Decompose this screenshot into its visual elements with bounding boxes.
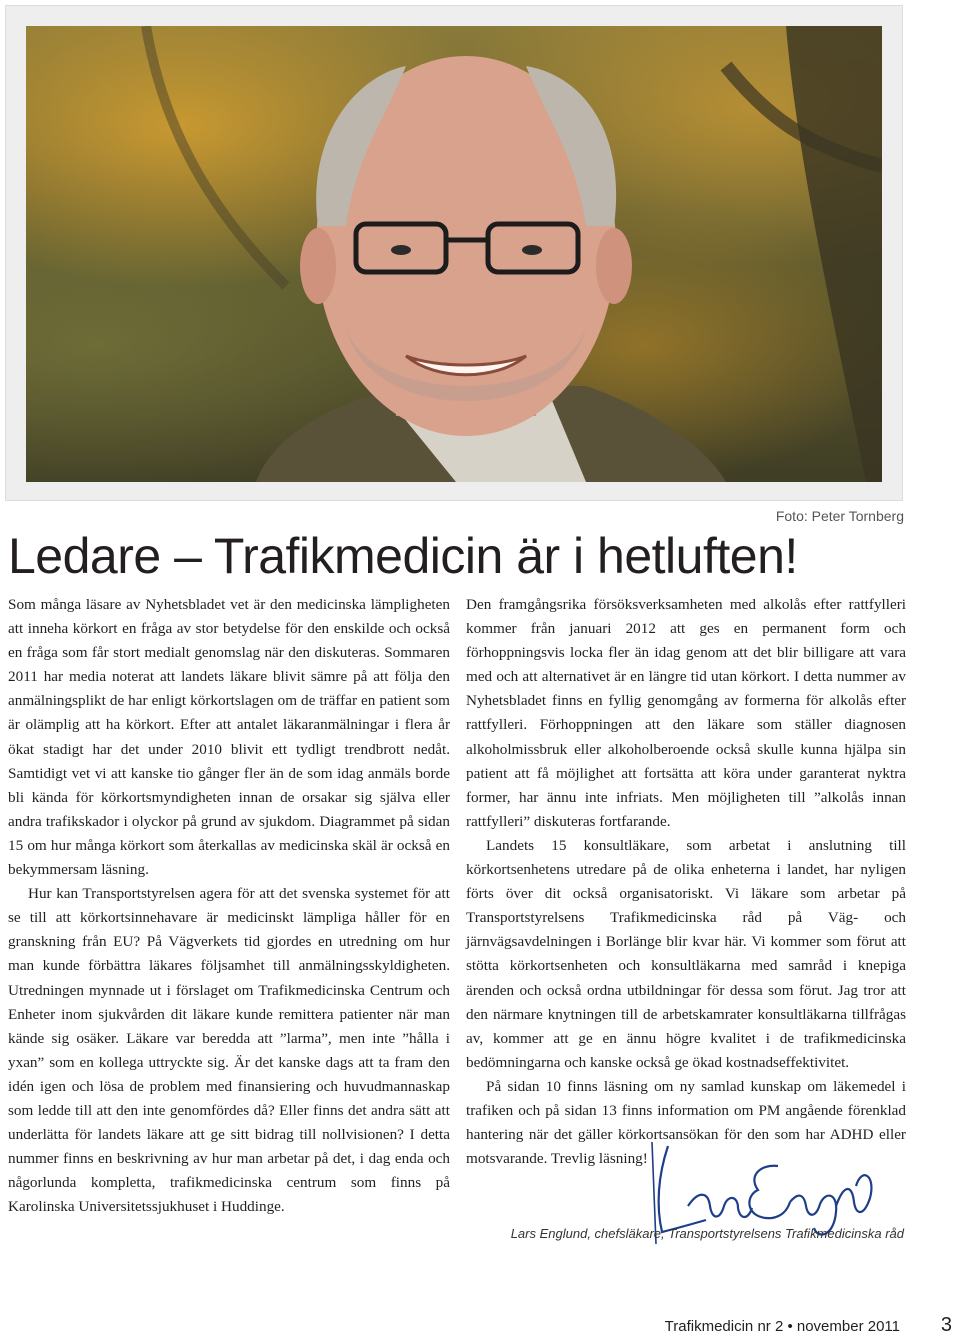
article-left-column	[8, 593, 450, 1219]
article-right-column	[466, 593, 906, 1171]
article-paragraph: Landets 15 konsultläkare, som arbetat i anslutning till körkortsenhetens utredare på de olika enheterna i landet, har nyligen förts över dit också organisatoriskt. Vi läkare som arbetar på Transportstyrelsens Trafikmedicinska råd på Väg- och järnvägsavdelningen i Borlänge blir kvar här. Vi kommer som förut att stötta körkortsenheten och konsultläkarna med samråd i knepiga ärenden och också ordna utbildningar för dessa som förut. Jag tror att den närmare knytningen till de arbetskamrater konsultläkarna tillfrågas av, kommer att ge en ännu högre kvalitet i de trafikmedicinska bedömningarna och kanske också ge ökad kostnadseffektivitet.	[466, 836, 906, 1071]
signature-caption: Lars Englund, chefsläkare, Transportstyrelsens Trafikmedicinska råd	[510, 1226, 904, 1241]
page-number: 3	[940, 1314, 952, 1336]
article-paragraph: Hur kan Transportstyrelsen agera för att det svenska systemet för att se till att körkortsinnehavare är medicinskt lämpliga håller för en granskning från EU? På Vägverkets tid gjordes en utredning om hur man kunde förbättra läkares följsamhet till anmälningsskyldigheten. Utredningen mynnade ut i förslaget om Trafikmedicinska Centrum och Enheter inom sjukvården dit läkare kunde remittera patienter när man kände sig osäker. Läkare var beredda att ”larma”, men inte ”hålla i yxan” som en kollega uttryckte sig. Är det kanske dags att ta fram den idén igen och lösa de problem med finansiering och huvudmannaskap som ledde till att den inte genomfördes då? Eller finns det andra sätt att underlätta för landets läkare att ge sitt bidrag till nollvisionen? I detta nummer finns en beskrivning av hur man arbetar på det, i dag enda och någorlunda kompletta, trafikmedicinska centrum som finns på Karolinska Universitetssjukhuset i Huddinge.	[8, 885, 450, 1216]
page-footer	[0, 1314, 960, 1336]
portrait-illustration	[26, 26, 882, 482]
article-paragraph: Som många läsare av Nyhetsbladet vet är den medicinska lämpligheten att inneha körkort en fråga av stor betydelse för den enskilde och också en fråga som får stort medialt genomslag när den diskuteras. Sommaren 2011 har media noterat att landets läkare blivit sämre på att följa den anmälningsplikt de har enligt körkortslagen om de träffar en patient som är olämplig att ha körkort. Efter att antalet läkaranmälningar i flera år ökat stadigt har det under 2010 blivit ett tydligt trendbrott nedåt. Samtidigt vet vi att kanske tio gånger fler än de som idag anmäls borde bli kända för körkortsmyndigheten innan de orsakar sig själva eller andra trafikskador i olyckor på grund av sjukdom. Diagrammet på sidan 15 om hur många körkort som återkallas av medicinska skäl är också en bekymmersam läsning.	[8, 596, 450, 879]
portrait-photo	[26, 26, 882, 482]
photo-credit: Foto: Peter Tornberg	[775, 508, 904, 524]
portrait-photo-frame	[5, 5, 903, 501]
article-paragraph: Den framgångsrika försöksverksamheten med alkolås efter rattfylleri kommer från januari 2012 att ges en permanent form och förhoppningsvis locka fler än idag genom att det blir billigare att vara med och att alternativet är en längre tid utan körkort. I detta nummer av Nyhetsbladet finns en fyllig genomgång av formerna för alkolås efter rattfylleri. Förhoppningen att den läkare som ställer diagnosen alkoholmissbruk eller alkoholberoende också skulle kunna hjälpa sin patient att få möjlighet att fortsätta att köra under garanterat nyktra former, har ännu inte infriats. Men möjligheten till ”alkolås innan rattfylleri” diskuteras fortfarande.	[466, 596, 906, 830]
article-headline: Ledare – Trafikmedicin är i hetluften!	[8, 528, 798, 584]
article-paragraph: På sidan 10 finns läsning om ny samlad kunskap om läkemedel i trafiken och på sidan 13 finns information om PM angående förenklad hantering när det gäller körkortsansökan för den som har ADHD eller motsvarande. Trevlig läsning!	[466, 1077, 906, 1168]
publication-info: Trafikmedicin nr 2 • november 2011	[664, 1318, 900, 1335]
